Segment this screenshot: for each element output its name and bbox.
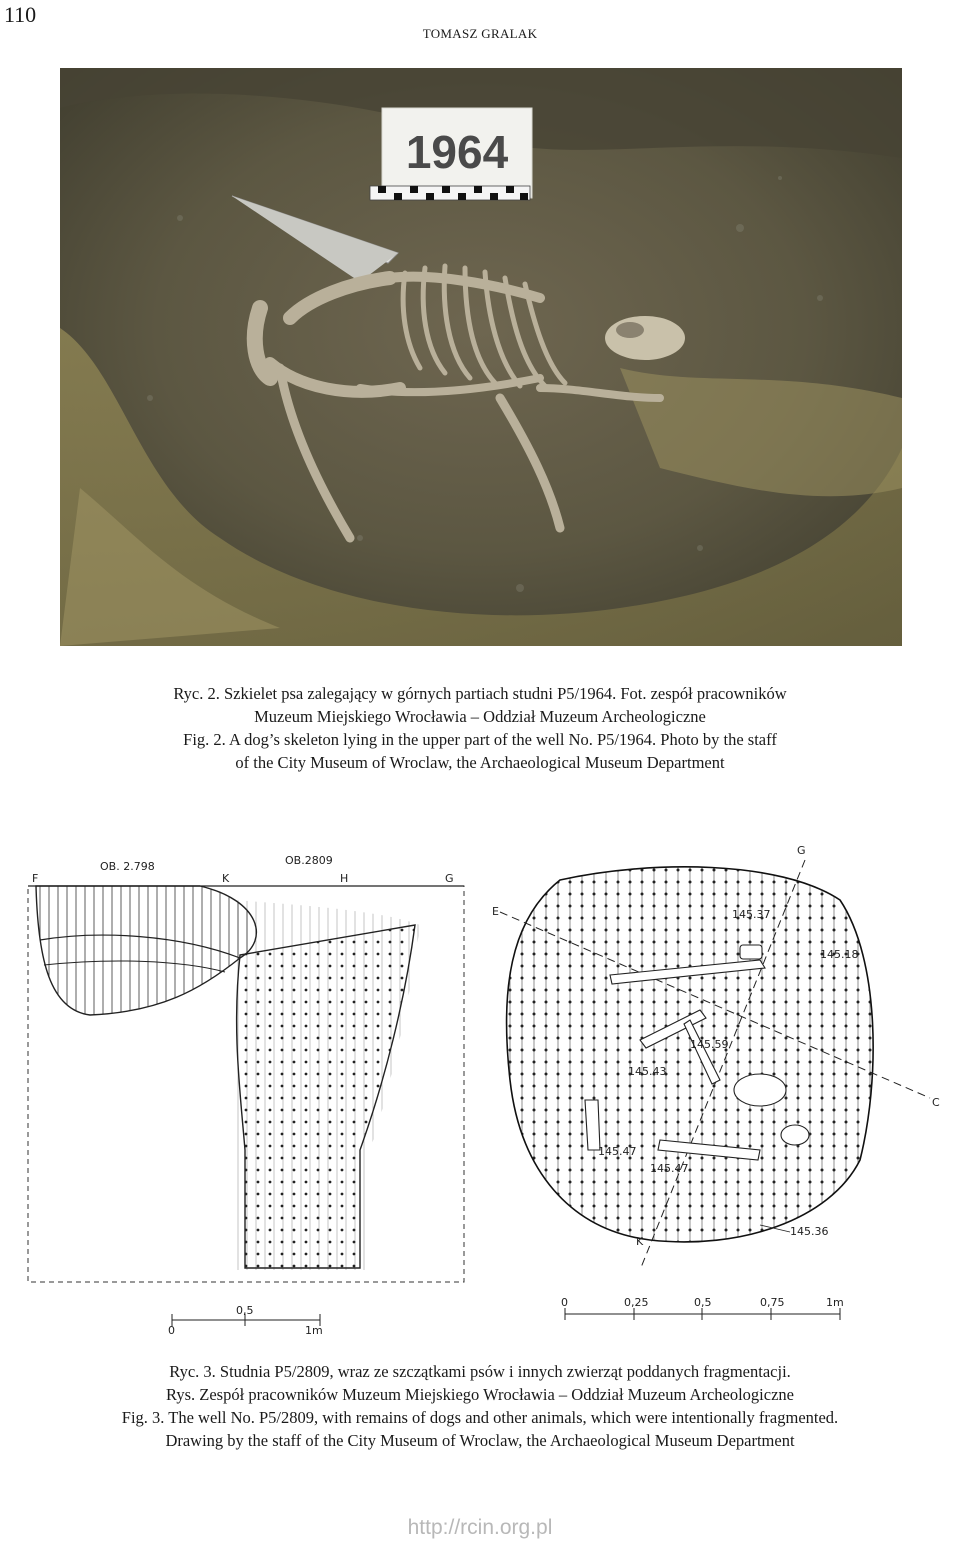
footer-url[interactable]: http://rcin.org.pl [407, 1516, 553, 1539]
section-label-k: K [222, 872, 230, 885]
plan-label-e: E [492, 905, 499, 918]
figure2-caption [0, 682, 960, 774]
scale-left-1m: 1m [305, 1324, 323, 1337]
label-card-number: 1964 [405, 126, 509, 178]
running-head-author: TOMASZ GRALAK [422, 26, 538, 41]
scale-bar-right [565, 1308, 840, 1320]
figure2-caption-line: Muzeum Miejskiego Wrocławia – Oddział Muzeum Archeologiczne [254, 707, 706, 726]
figure3-caption-line: Rys. Zespół pracowników Muzeum Miejskiego Wrocławia – Oddział Muzeum Archeologiczne [166, 1385, 794, 1404]
plan-label-g: G [797, 844, 806, 857]
figure2-caption-line: Fig. 2. A dog’s skeleton lying in the upper part of the well No. P5/1964. Photo by the staff [183, 730, 777, 749]
plan-label-145-59: 145.59 [690, 1038, 729, 1051]
figure3-caption-line: Fig. 3. The well No. P5/2809, with remains of dogs and other animals, which were intentionally fragmented. [121, 1408, 839, 1427]
scale-left-0: 0 [168, 1324, 175, 1337]
section-drawing [28, 854, 464, 1282]
plan-label-145-47b: 145.47 [650, 1162, 689, 1175]
plan-label-145-36: 145.36 [790, 1225, 829, 1238]
figure2-caption-line: Ryc. 2. Szkielet psa zalegający w górnych partiach studni P5/1964. Fot. zespół pracowników [173, 684, 787, 703]
label-card [370, 108, 532, 200]
scale-right-075: 0,75 [760, 1296, 785, 1309]
section-label-ob-left: OB. 2.798 [100, 860, 155, 873]
well-drawing [0, 838, 960, 1338]
figure3-caption-line: Drawing by the staff of the City Museum of Wroclaw, the Archaeological Museum Department [165, 1431, 795, 1450]
plan-label-145-43: 145.43 [628, 1065, 667, 1078]
plan-label-k: K [636, 1235, 644, 1248]
plan-label-c: C [932, 1096, 940, 1109]
scale-right-0: 0 [561, 1296, 568, 1309]
plan-label-145-47a: 145.47 [598, 1145, 637, 1158]
section-label-h: H [340, 872, 349, 885]
section-label-ob-right: OB.2809 [285, 854, 333, 867]
dog-skull [605, 316, 685, 360]
section-label-f: F [32, 872, 39, 885]
figure3-caption-line: Ryc. 3. Studnia P5/2809, wraz ze szczątkami psów i innych zwierząt poddanych fragmentacji. [169, 1362, 791, 1381]
scale-right-1m: 1m [826, 1296, 844, 1309]
plan-drawing [492, 844, 940, 1270]
scale-left-05: 0,5 [236, 1304, 254, 1317]
scale-right-025: 0,25 [624, 1296, 649, 1309]
plan-label-145-37: 145.37 [732, 908, 771, 921]
plan-label-145-18: 145.18 [820, 948, 859, 961]
scale-right-05: 0,5 [694, 1296, 712, 1309]
figure2-caption-line: of the City Museum of Wroclaw, the Archaeological Museum Department [235, 753, 725, 772]
section-label-g: G [445, 872, 454, 885]
excavation-photo [60, 68, 902, 646]
page-number: 110 [4, 2, 37, 27]
figure3-caption [0, 1360, 960, 1452]
